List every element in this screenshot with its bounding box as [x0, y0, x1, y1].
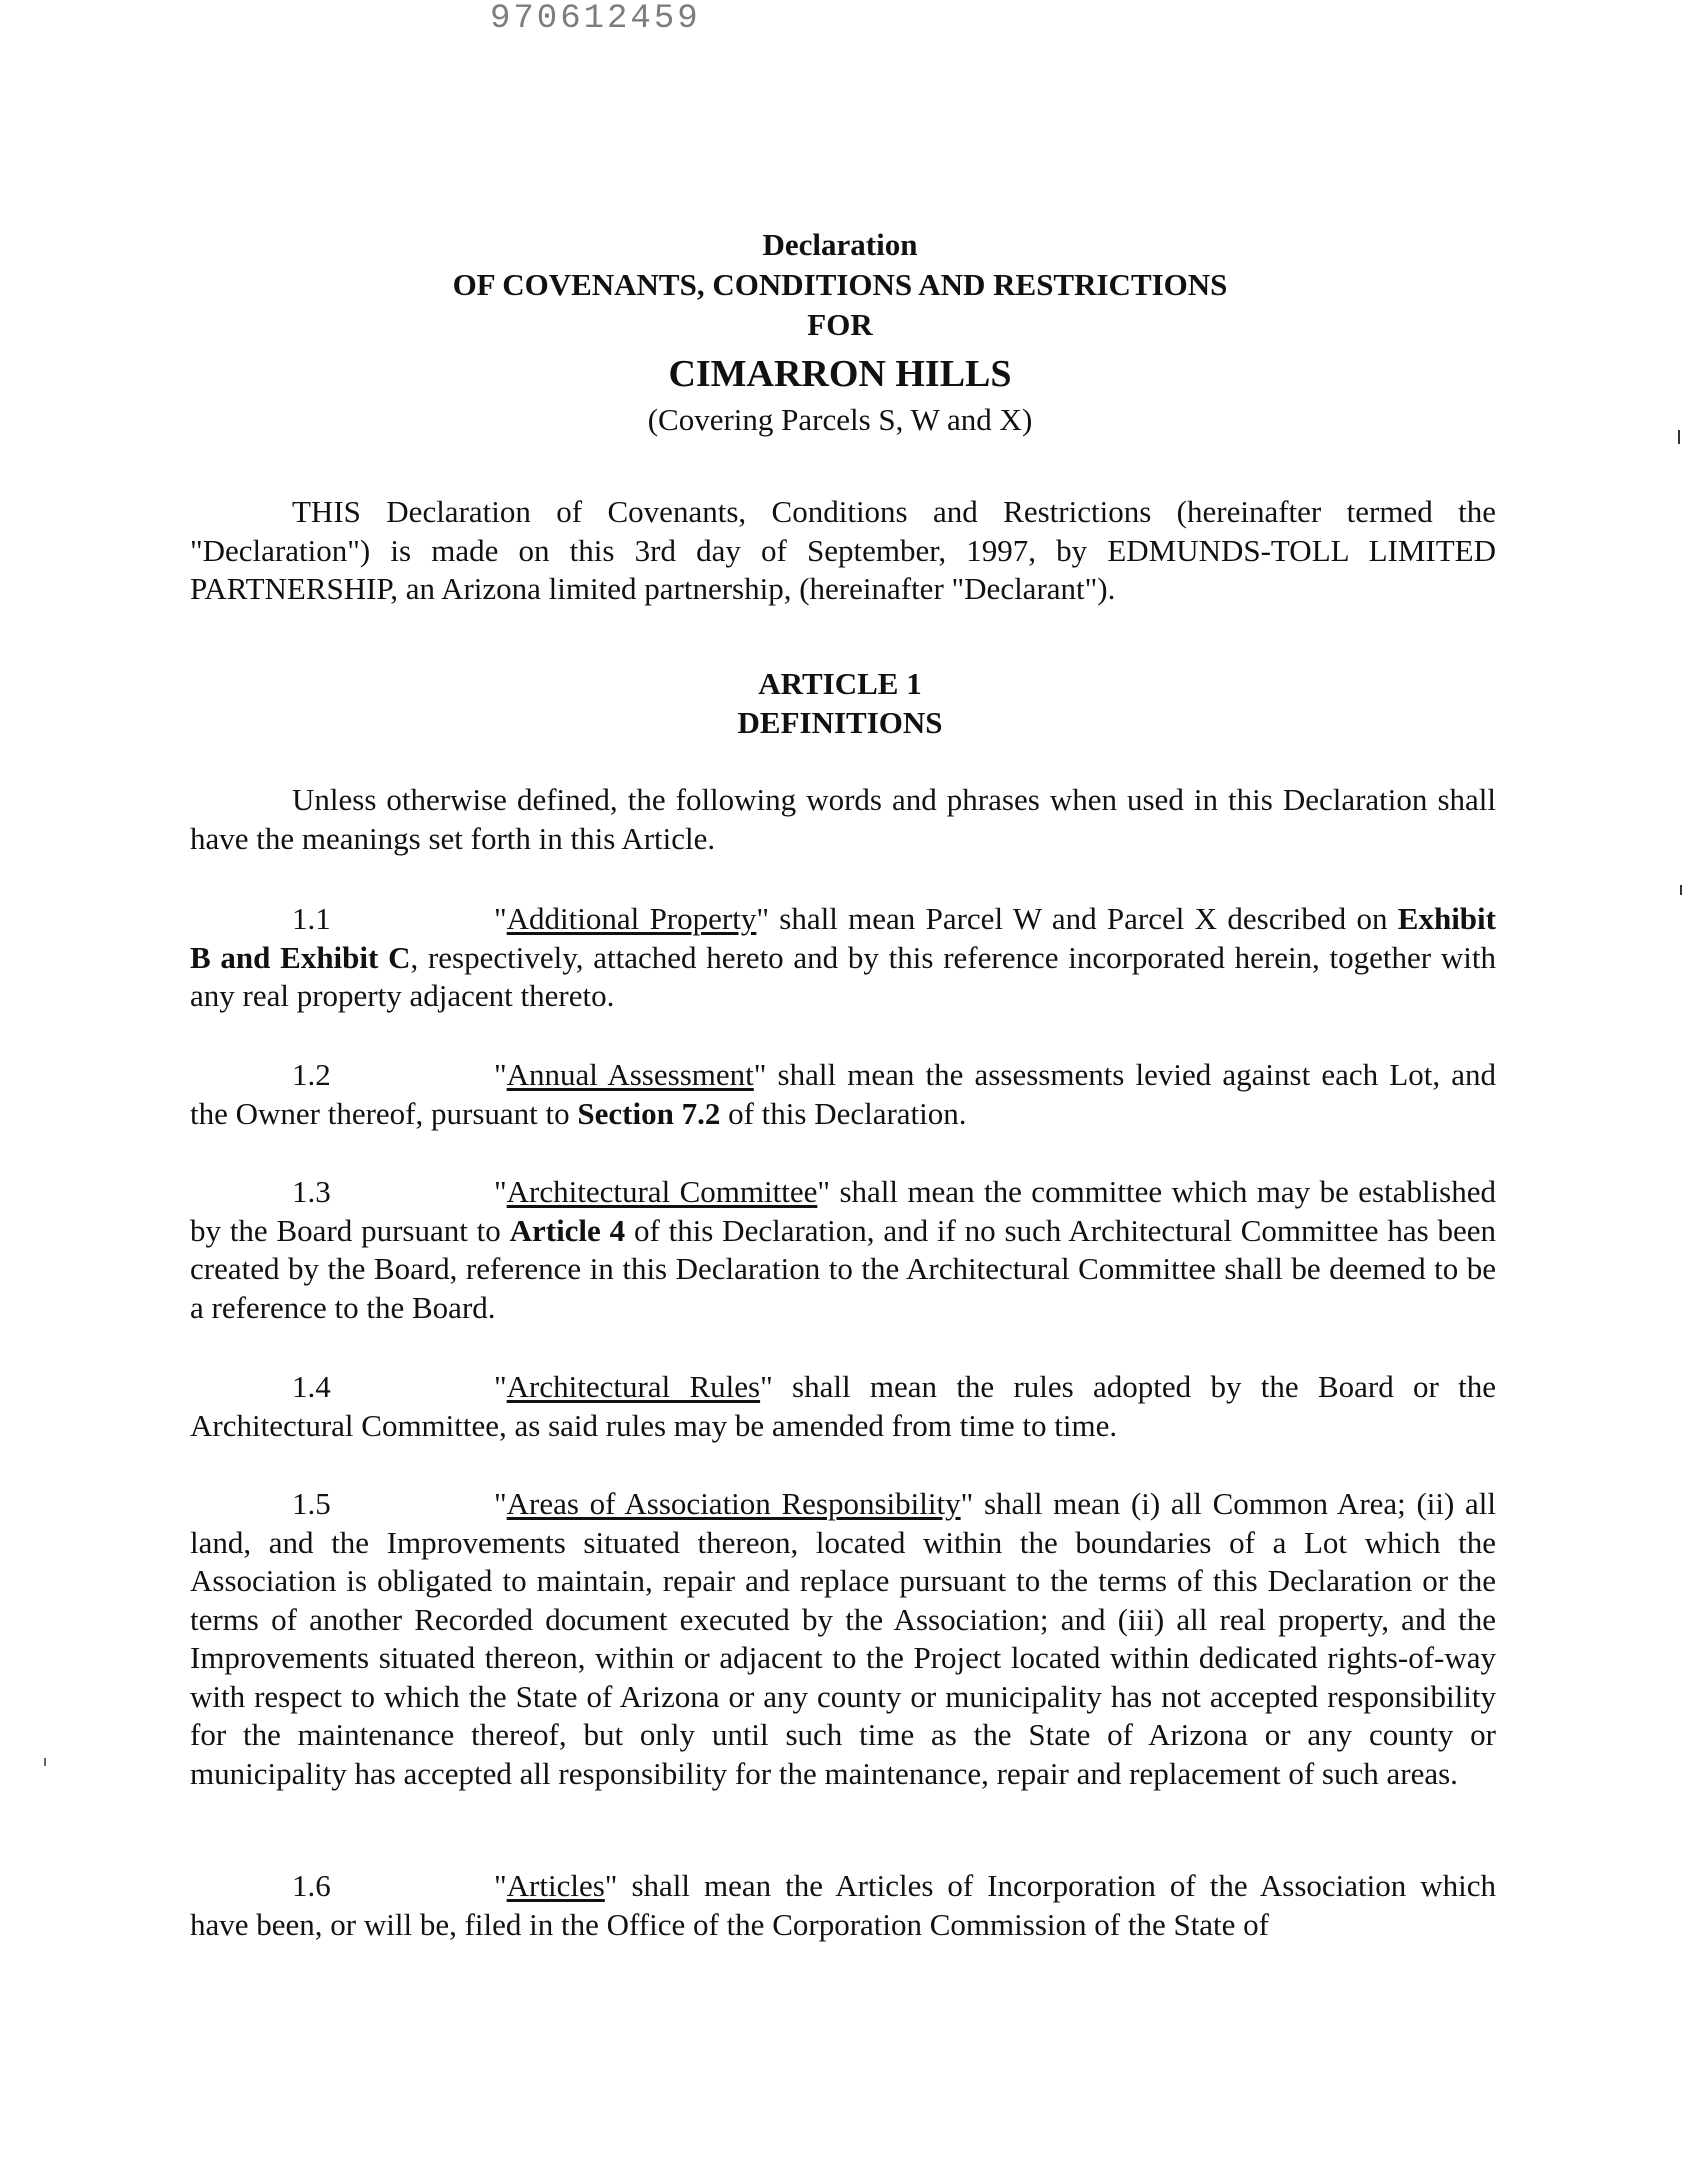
scan-margin-mark	[44, 1758, 46, 1766]
definitions-preamble: Unless otherwise defined, the following words and phrases when used in this Declaration shall have the meanings set forth in this Article.	[190, 782, 1496, 856]
defined-term: Architectural Committee	[506, 1174, 818, 1209]
defined-term: Areas of Association Responsibility	[506, 1486, 961, 1521]
definition-1-1: 1.1 "Additional Property" shall mean Parcel W and Parcel X described on Exhibit B and Exhibit C, respectively, attached hereto and by this reference incorporated herein, together with any real property adjacent thereto.	[190, 901, 1496, 1013]
definition-1-6: 1.6 "Articles" shall mean the Articles of Incorporation of the Association which have been, or will be, filed in the Office of the Corporation Commission of the State of	[190, 1868, 1496, 1942]
title-line-covenants: OF COVENANTS, CONDITIONS AND RESTRICTIONS	[452, 267, 1228, 302]
document-stamp-number: 970612459	[490, 0, 701, 38]
defined-term: Annual Assessment	[506, 1057, 754, 1092]
scan-margin-mark	[1680, 885, 1682, 895]
intro-paragraph: THIS Declaration of Covenants, Conditions and Restrictions (hereinafter termed the "Declaration") is made on this 3rd day of September, 1997, by EDMUNDS-TOLL LIMITED PARTNERSHIP, an Arizona limited partnership, (hereinafter "Declarant").	[190, 494, 1496, 606]
definition-number: 1.3	[292, 1174, 331, 1209]
document-title-block	[0, 225, 1680, 440]
defined-term: Articles	[506, 1868, 605, 1903]
scan-margin-mark	[1678, 430, 1680, 444]
article-heading: ARTICLE 1	[758, 666, 922, 701]
title-subtitle: (Covering Parcels S, W and X)	[647, 402, 1033, 437]
definition-number: 1.6	[292, 1868, 331, 1903]
title-project-name: CIMARRON HILLS	[668, 353, 1012, 395]
defined-term: Additional Property	[506, 901, 757, 936]
defined-term: Architectural Rules	[506, 1369, 761, 1404]
definition-1-2: 1.2 "Annual Assessment" shall mean the assessments levied against each Lot, and the Owner thereof, pursuant to Section 7.2 of this Declaration.	[190, 1057, 1497, 1131]
title-line-declaration: Declaration	[762, 227, 918, 262]
article-subheading: DEFINITIONS	[737, 705, 943, 740]
definition-1-4: 1.4 "Architectural Rules" shall mean the rules adopted by the Board or the Architectural Committee, as said rules may be amended from time to time.	[190, 1369, 1496, 1443]
definition-number: 1.5	[292, 1486, 331, 1521]
definition-number: 1.4	[292, 1369, 331, 1404]
title-line-for: FOR	[807, 307, 873, 342]
definition-number: 1.1	[292, 901, 331, 936]
definition-number: 1.2	[292, 1057, 331, 1092]
definition-1-3: 1.3 "Architectural Committee" shall mean the committee which may be established by the Board pursuant to Article 4 of this Declaration, and if no such Architectural Committee has been created by the Board, reference in this Declaration to the Architectural Committee shall be deemed to be a reference to the Board.	[190, 1174, 1497, 1325]
definition-1-5: 1.5 "Areas of Association Responsibility" shall mean (i) all Common Area; (ii) all land, and the Improvements situated thereon, located within the boundaries of a Lot which the Association is obligated to maintain, repair and replace pursuant to the terms of this Declaration or the terms of another Recorded document executed by the Association; and (iii) all real property, and the Improvements situated thereon, within or adjacent to the Project located within dedicated rights-of-way with respect to which the State of Arizona or any county or municipality has not accepted responsibility for the maintenance thereof, but only until such time as the State of Arizona or any county or municipality has accepted all responsibility for the maintenance, repair and replacement of such areas.	[190, 1486, 1496, 1791]
